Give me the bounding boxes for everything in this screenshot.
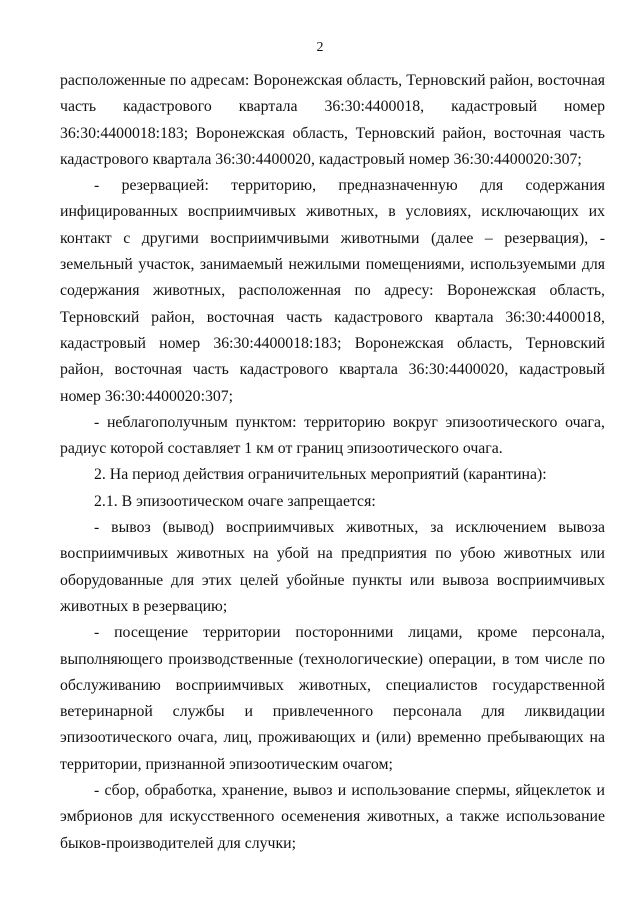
paragraph-export-ban: - вывоз (вывод) восприимчивых животных, за исключением вывоза восприимчивых животных на убой на предприятия по убою животных или оборудованные для этих целей убойные пункты или вывоза восприимчивых животных в резервацию; (60, 519, 605, 615)
document-body (60, 68, 605, 857)
paragraph-section-2-heading: 2. На период действия ограничительных мероприятий (карантина): (94, 466, 547, 484)
paragraph-visit-ban: - посещение территории посторонними лицами, кроме персонала, выполняющего производственные (технологические) операции, в том числе по обслуживанию восприимчивых животных, специалистов государственной ветеринарной службы и привлеченного персонала для ликвидации эпизоотического очага, лиц, проживающих и (или) временно пребывающих на территории, признанной эпизоотическим очагом; (60, 624, 605, 773)
paragraph-unfavorable-point: - неблагополучным пунктом: территорию вокруг эпизоотического очага, радиус которой составляет 1 км от границ эпизоотического очага. (60, 413, 605, 458)
paragraph-reservation-definition: - резервацией: территорию, предназначенную для содержания инфицированных восприимчивых животных, в условиях, исключающих их контакт с другими восприимчивыми животными (далее – резервация), - земельный участок, занимаемый нежилыми помещениями, используемыми для содержания животных, расположенная по адресу: Воронежская область, Терновский район, восточная часть кадастрового квартала 36:30:4400018, кадастровый номер 36:30:4400018:183; Воронежская область, Терновский район, восточная часть кадастрового квартала 36:30:4400020, кадастровый номер 36:30:4400020:307; (60, 177, 605, 405)
paragraph-section-2-1-heading: 2.1. В эпизоотическом очаге запрещается: (94, 492, 376, 510)
paragraph-addresses-continuation: расположенные по адресам: Воронежская область, Терновский район, восточная часть кадастрового квартала 36:30:4400018, кадастровый номер 36:30:4400018:183; Воронежская область, Терновский район, восточная часть кадастрового квартала 36:30:4400020, кадастровый номер 36:30:4400020:307; (60, 72, 605, 168)
paragraph-sperm-collection-ban: - сбор, обработка, хранение, вывоз и использование спермы, яйцеклеток и эмбрионов для искусственного осеменения животных, а также использование быков-производителей для случки; (60, 782, 605, 852)
page-number: 2 (316, 40, 324, 55)
